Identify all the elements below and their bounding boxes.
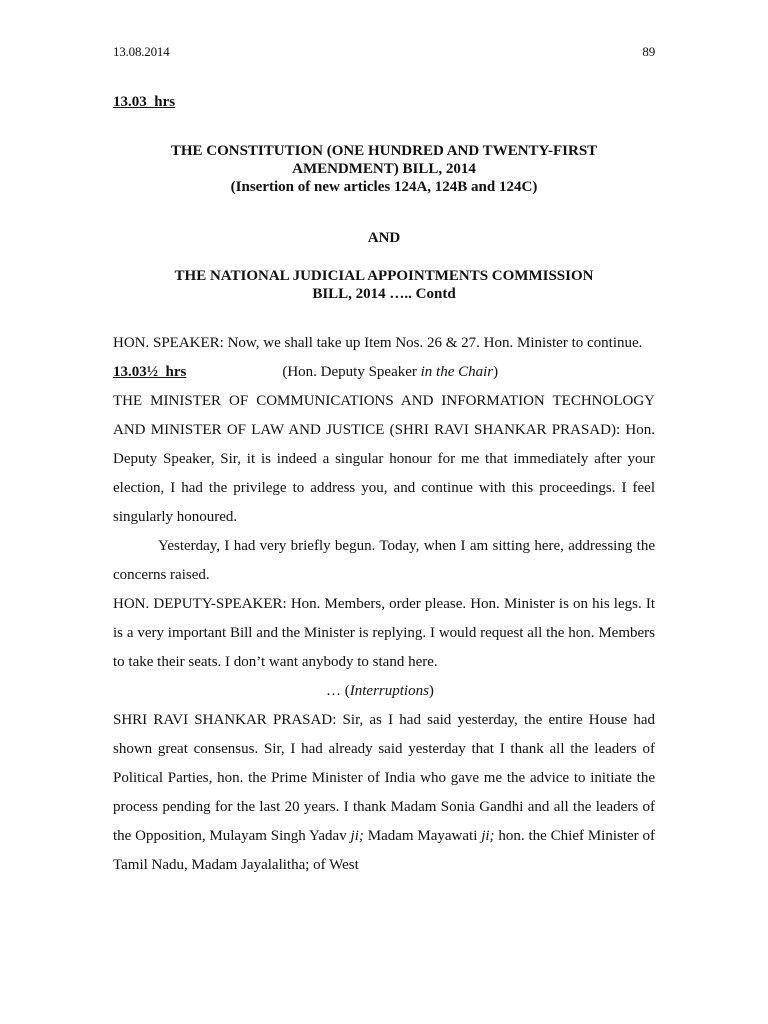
prasad-text-mid: Madam Mayawati: [363, 828, 482, 844]
yesterday-paragraph: Yesterday, I had very briefly begun. Today, when I am sitting here, addressing the concerns raised.: [113, 538, 655, 583]
timestamp-row: [113, 358, 655, 387]
interruptions-close: ): [428, 683, 434, 699]
interruptions-open: … (: [326, 683, 350, 699]
bill-title-line: THE CONSTITUTION (ONE HUNDRED AND TWENTY-FIRST: [170, 143, 598, 159]
prasad-text-end: hon. the Chief Minister of Tamil Nadu, Madam Jayalalitha; of West: [113, 828, 655, 873]
chair-note-italic: in the Chair: [420, 364, 494, 380]
header-page-number: 89: [642, 44, 655, 59]
chair-note-text: (Hon. Deputy Speaker: [282, 364, 421, 380]
timestamp-1303: 13.03 hrs: [113, 94, 176, 110]
bill-title-line: THE NATIONAL JUDICIAL APPOINTMENTS COMMISSION: [174, 268, 594, 284]
deputy-speaker-paragraph: HON. DEPUTY-SPEAKER: Hon. Members, order please. Hon. Minister is on his legs. It is a very important Bill and the Minister is replying. I would request all the hon. Members to take their seats. I don’t want anybody to stand here.: [113, 596, 655, 670]
bill-title-line: AMENDMENT) BILL, 2014: [292, 161, 476, 177]
bill-title-line: BILL, 2014 ….. Contd: [312, 286, 456, 302]
interruptions-note: [113, 677, 655, 706]
bill-subtitle: (Insertion of new articles 124A, 124B and 124C): [230, 179, 538, 195]
prasad-text-main: SHRI RAVI SHANKAR PRASAD: Sir, as I had said yesterday, the entire House had shown great consensus. Sir, I had already said yesterday that I thank all the leaders of Political Parties, hon. the Prime Minister of India who gave me the advice to initiate the process pending for the last 20 years. I thank Madam Sonia Gandhi and all the leaders of the Opposition, Mulayam Singh Yadav: [113, 712, 655, 844]
proceedings-body: [113, 329, 655, 880]
prasad-paragraph: [113, 706, 655, 880]
interruptions-italic: Interruptions: [349, 683, 429, 699]
minister-paragraph: THE MINISTER OF COMMUNICATIONS AND INFORMATION TECHNOLOGY AND MINISTER OF LAW AND JUSTICE (SHRI RAVI SHANKAR PRASAD): Hon. Deputy Speaker, Sir, it is indeed a singular honour for me that immediately after your election, I had the privilege to address you, and continue with this proceedings. I feel singularly honoured.: [113, 393, 655, 525]
chair-note-close: ): [493, 364, 499, 380]
bill-title-njac: [113, 267, 655, 303]
honorific-ji: ji;: [481, 828, 495, 844]
conjunction-and: AND: [367, 230, 401, 246]
chair-note: [282, 358, 498, 387]
bill-title-constitution: [113, 142, 655, 196]
timestamp-1303-half: 13.03½ hrs: [113, 364, 187, 380]
honorific-ji: ji;: [350, 828, 364, 844]
speaker-paragraph: HON. SPEAKER: Now, we shall take up Item Nos. 26 & 27. Hon. Minister to continue.: [113, 335, 643, 351]
header-date: 13.08.2014: [113, 44, 170, 59]
